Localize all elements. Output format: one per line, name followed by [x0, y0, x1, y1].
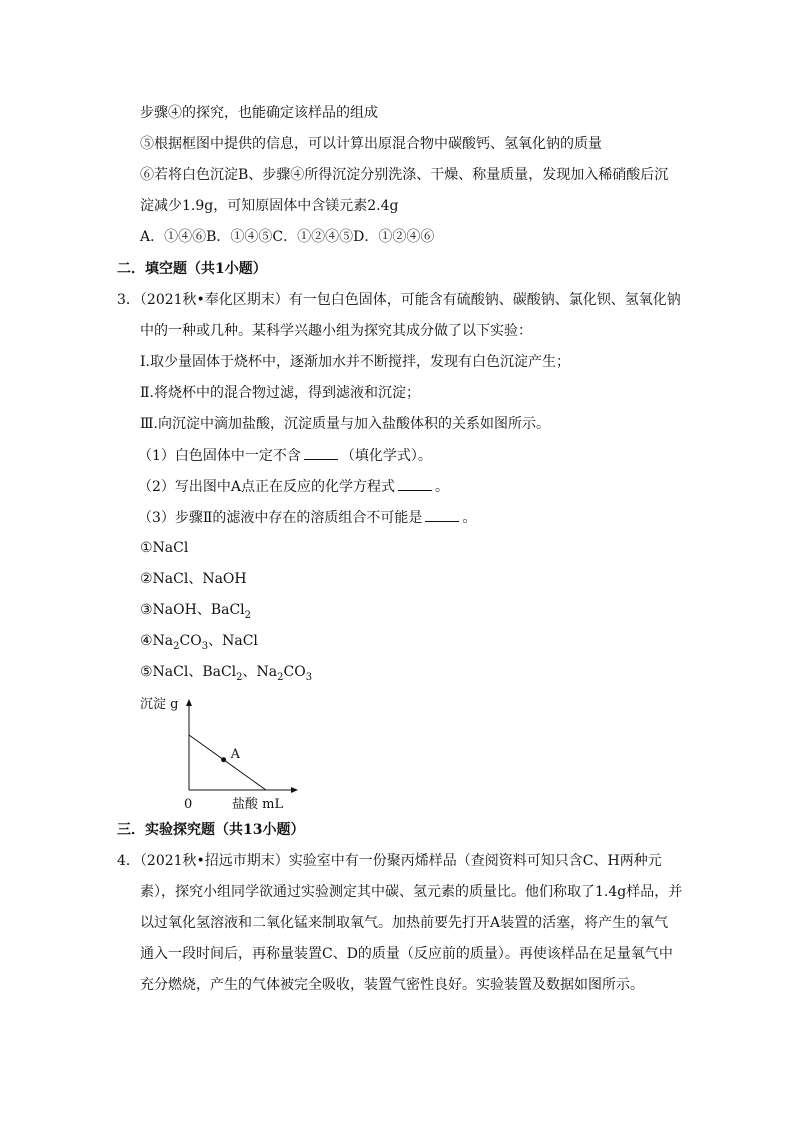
- q4-line-5: 充分燃烧，产生的气体被完全吸收，装置气密性良好。实验装置及数据如图所示。: [140, 977, 644, 993]
- q3-sub-3-text: （3）步骤Ⅱ的滤液中存在的溶质组合不可能是: [138, 510, 423, 526]
- q4-line-3: 以过氧化氢溶液和二氧化锰来制取氧气。加热前要先打开A装置的活塞，将产生的氧气: [140, 915, 669, 931]
- point-label-A: A: [230, 746, 241, 762]
- section-2-title: 二．填空题（共1小题）: [117, 261, 267, 277]
- answer-blank-1[interactable]: [304, 445, 338, 460]
- x-axis-label: 盐酸 mL: [232, 797, 284, 812]
- series-line-0: [189, 735, 266, 790]
- q3-sub-2-suffix: 。: [435, 479, 450, 495]
- q3-option-4: $④Na_2CO_3$、NaCl: [140, 633, 258, 652]
- section-3-title: 三．实验探究题（共13小题）: [117, 822, 305, 838]
- q3-sub-2-text: （2）写出图中A点正在反应的化学方程式: [138, 479, 396, 495]
- q3-sub-question-3: [138, 507, 476, 528]
- answer-blank-2[interactable]: [398, 476, 432, 491]
- q3-option-1: ①NaCl: [140, 540, 189, 556]
- q2-line-1: 步骤④的探究，也能确定该样品的组成: [140, 105, 378, 121]
- q3-stem-line-2: 中的一种或几种。某科学兴趣小组为探究其成分做了以下实验：: [140, 323, 532, 339]
- q4-line-1: 4．（2021秋•招远市期末）实验室中有一份聚丙烯样品（查阅资料可知只含C、H两种元: [117, 853, 662, 869]
- q3-step-1: Ⅰ.取少量固体于烧杯中，逐渐加水并不断搅拌，发现有白色沉淀产生；: [140, 354, 570, 370]
- q2-options: A．①④⑥B．①④⑤C．①②④⑤D．①②④⑥: [140, 229, 435, 245]
- q3-sub-1-text: （1）白色固体中一定不含: [138, 448, 301, 464]
- origin-label: 0: [184, 797, 193, 812]
- q3-stem-line-1: 3．（2021秋•奉化区期末）有一包白色固体，可能含有硫酸钠、碳酸钠、氯化钡、氢氧化钠: [117, 292, 681, 308]
- q3-option-5: ⑤NaCl、BaCl$_2$、$Na_2CO_3$: [140, 664, 313, 683]
- q3-sub-3-suffix: 。: [462, 510, 477, 526]
- q4-line-4: 通入一段时间后，再称量装置C、D的质量（反应前的质量）。再使该样品在足量氧气中: [140, 946, 673, 962]
- point-marker-A: [221, 757, 226, 762]
- q4-line-2: 素），探究小组同学欲通过实验测定其中碳、氢元素的质量比。他们称取了1.4g样品，并: [140, 884, 683, 900]
- answer-blank-3[interactable]: [425, 507, 459, 522]
- q3-sub-1-suffix: （填化学式）。: [340, 448, 432, 464]
- q3-sub-question-2: [138, 476, 449, 497]
- q2-line-4: 淀减少1.9g，可知原固体中含镁元素2.4g: [140, 198, 399, 214]
- q3-step-2: Ⅱ.将烧杯中的混合物过滤，得到滤液和沉淀；: [140, 385, 420, 401]
- q2-line-3: ⑥若将白色沉淀B、步骤④所得沉淀分别洗涤、干燥、称量质量，发现加入稀硝酸后沉: [140, 167, 669, 183]
- precipitate-vs-hcl-graph: [140, 692, 300, 814]
- y-axis-label: 沉淀 g: [140, 697, 179, 712]
- q3-option-2: ②NaCl、NaOH: [140, 571, 247, 587]
- q3-sub-question-1: [138, 445, 432, 466]
- q2-line-2: ⑤根据框图中提供的信息，可以计算出原混合物中碳酸钙、氢氧化钠的质量: [140, 136, 602, 152]
- q3-option-3: ③NaOH、BaCl$_2$: [140, 602, 252, 621]
- q3-step-3: Ⅲ.向沉淀中滴加盐酸，沉淀质量与加入盐酸体积的关系如图所示。: [140, 416, 550, 432]
